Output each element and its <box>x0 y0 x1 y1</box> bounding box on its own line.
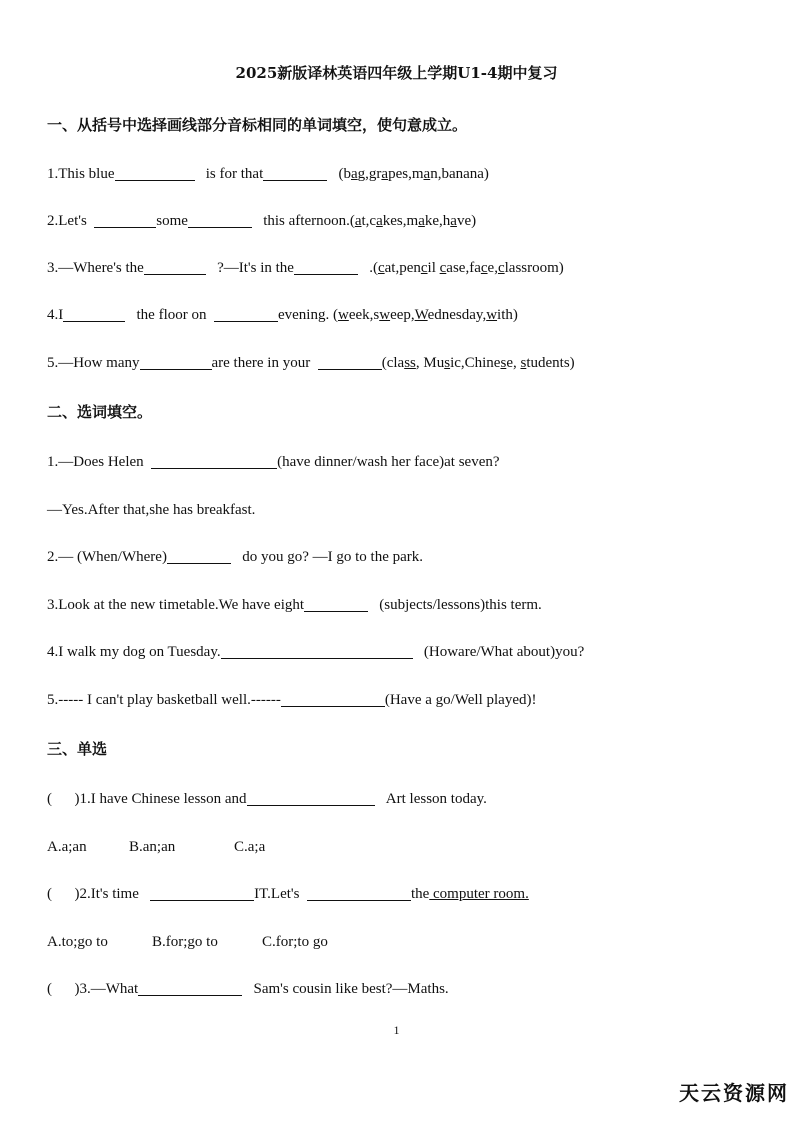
answer-blank[interactable] <box>167 548 231 564</box>
answer-blank[interactable] <box>138 980 242 996</box>
answer-blank[interactable] <box>318 354 382 370</box>
s3-question-1 <box>47 790 487 808</box>
word-choice-text: ase,fa <box>446 260 481 276</box>
answer-blank[interactable] <box>247 790 375 806</box>
word-choice-text: n,banana) <box>430 166 489 182</box>
s1-question-4 <box>47 306 518 324</box>
s3-question-2-options <box>47 933 328 951</box>
word-choice-text: ve) <box>456 213 477 229</box>
answer-blank[interactable] <box>188 212 252 228</box>
word-choice-text: ith) <box>497 307 518 323</box>
question-text: some <box>156 213 188 229</box>
option-c[interactable]: C.for;to go <box>262 934 328 950</box>
underlined-letter: w <box>486 307 498 323</box>
word-choice-text: ic,Chine <box>450 355 501 371</box>
question-text: 3.Look at the new timetable.We have eight <box>47 597 305 613</box>
underlined-letter: a <box>450 213 457 229</box>
question-text: Art lesson today. <box>385 791 487 807</box>
word-choice-text: t,c <box>361 213 377 229</box>
question-text: IT.Let's <box>254 886 300 902</box>
underlined-letter: ss <box>404 355 416 371</box>
word-choice-text: , Mu <box>415 355 445 371</box>
question-text: ( )1.I have Chinese lesson and <box>47 791 247 807</box>
question-text: do you go? —I go to the park. <box>242 549 424 565</box>
section-2-heading: 二、选词填空。 <box>47 403 153 421</box>
word-choice-text: pes,m <box>388 166 424 182</box>
underlined-letter: W <box>414 307 428 323</box>
word-choice-text: at,pen <box>384 260 421 276</box>
question-text: (cla <box>381 355 405 371</box>
question-text: (Have a go/Well played)! <box>384 692 537 708</box>
question-text: 1.—Does Helen <box>47 454 144 470</box>
word-choice-text: lassroom) <box>504 260 564 276</box>
question-text: ?—It's in the <box>217 260 294 276</box>
s2-question-2 <box>47 548 423 566</box>
option-a[interactable]: A.a;an <box>47 839 87 855</box>
s2-question-4 <box>47 643 584 661</box>
question-text: Sam's cousin like best?—Maths. <box>253 981 449 997</box>
question-text: 5.—How many <box>47 355 140 371</box>
page-title: 2025新版译林英语四年级上学期U1-4期中复习 <box>235 64 558 82</box>
s1-question-2 <box>47 212 476 230</box>
option-b[interactable]: B.an;an <box>129 839 176 855</box>
word-choice-text: (b <box>338 166 351 182</box>
s2-question-5 <box>47 691 536 709</box>
word-choice-text: il <box>427 260 440 276</box>
answer-blank[interactable] <box>307 885 411 901</box>
s2-question-1-answer: —Yes.After that,she has breakfast. <box>47 502 256 518</box>
answer-blank[interactable] <box>294 259 358 275</box>
word-choice-text: eek,s <box>348 307 380 323</box>
question-text: evening. ( <box>277 307 338 323</box>
underlined-letter: c <box>420 260 428 276</box>
underlined-letter: a <box>418 213 425 229</box>
underlined-letter: c <box>497 260 505 276</box>
answer-blank[interactable] <box>63 306 125 322</box>
answer-blank[interactable] <box>94 212 156 228</box>
question-text: are there in your <box>211 355 311 371</box>
word-choice-text: e, <box>487 260 498 276</box>
s3-question-3 <box>47 980 449 998</box>
underlined-letter: a <box>351 166 358 182</box>
question-text: 3.—Where's the <box>47 260 144 276</box>
answer-blank[interactable] <box>281 691 385 707</box>
question-text: the <box>410 886 430 902</box>
question-text: ( )3.—What <box>47 981 139 997</box>
word-choice-text: g,gr <box>357 166 382 182</box>
answer-blank[interactable] <box>151 453 277 469</box>
question-text: 1.This blue <box>47 166 115 182</box>
question-text: ( )2.It's time <box>47 886 139 902</box>
s2-question-1 <box>47 453 500 471</box>
answer-blank[interactable] <box>214 306 278 322</box>
underlined-letter: a <box>376 213 383 229</box>
underlined-letter: s <box>500 355 507 371</box>
underlined-letter: a <box>381 166 389 182</box>
answer-blank[interactable] <box>140 354 212 370</box>
question-text: 5.----- I can't play basketball well.------ <box>47 692 281 708</box>
question-text: computer room. <box>429 886 529 902</box>
question-text: 2.— (When/Where) <box>47 549 167 565</box>
underlined-letter: c <box>377 260 385 276</box>
answer-blank[interactable] <box>115 165 195 181</box>
word-choice-text: ednesday, <box>427 307 487 323</box>
s1-question-1 <box>47 165 489 183</box>
answer-blank[interactable] <box>150 885 254 901</box>
question-text: (subjects/lessons)this term. <box>379 597 542 613</box>
question-text: .( <box>369 260 378 276</box>
s1-question-5 <box>47 354 575 372</box>
section-1-heading: 一、从括号中选择画线部分音标相同的单词填空，使句意成立。 <box>47 116 468 134</box>
question-text: 4.I walk my dog on Tuesday. <box>47 644 221 660</box>
answer-blank[interactable] <box>263 165 327 181</box>
underlined-letter: w <box>379 307 391 323</box>
question-text: 4.I <box>47 307 64 323</box>
s3-question-1-options <box>47 838 265 856</box>
question-text: (have dinner/wash her face)at seven? <box>277 454 500 470</box>
word-choice-text: tudents) <box>526 355 575 371</box>
underlined-letter: s <box>520 355 527 371</box>
underlined-letter: c <box>480 260 488 276</box>
question-text: is for that <box>205 166 264 182</box>
s3-question-2 <box>47 885 529 903</box>
underlined-letter: w <box>337 307 349 323</box>
option-a[interactable]: A.to;go to <box>47 934 108 950</box>
page-number: 1 <box>393 1023 400 1037</box>
question-text: 2.Let's <box>47 213 87 229</box>
answer-blank[interactable] <box>144 259 206 275</box>
underlined-letter: c <box>439 260 447 276</box>
option-b[interactable]: B.for;go to <box>152 934 218 950</box>
word-choice-text: kes,m <box>382 213 419 229</box>
word-choice-text: eep, <box>390 307 415 323</box>
underlined-letter: a <box>354 213 362 229</box>
watermark-text: 天云资源网 <box>679 1081 789 1105</box>
answer-blank[interactable] <box>221 643 413 659</box>
question-text: (Howare/What about)you? <box>423 644 585 660</box>
section-3-heading: 三、单选 <box>47 740 108 758</box>
s1-question-3 <box>47 259 564 277</box>
answer-blank[interactable] <box>304 596 368 612</box>
question-text: the floor on <box>136 307 207 323</box>
option-c[interactable]: C.a;a <box>234 839 266 855</box>
word-choice-text: ke,h <box>424 213 451 229</box>
s2-question-3 <box>47 596 542 614</box>
underlined-letter: s <box>444 355 451 371</box>
question-text: this afternoon.( <box>263 213 355 229</box>
word-choice-text: e, <box>506 355 521 371</box>
underlined-letter: a <box>423 166 431 182</box>
